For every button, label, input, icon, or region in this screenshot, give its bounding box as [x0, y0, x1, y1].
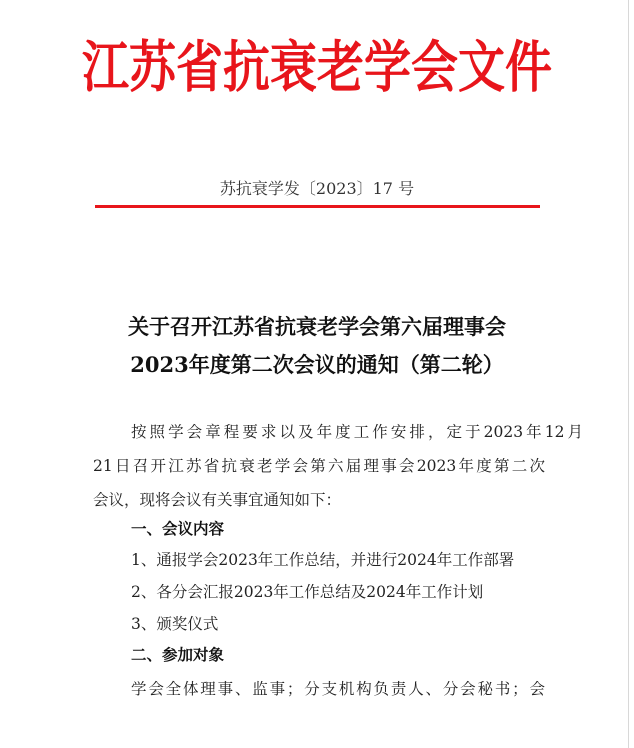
- section-2-text: 学会全体理事、监事；分支机构负责人、分会秘书；会: [131, 680, 545, 698]
- section-2-heading: 二、参加对象: [131, 645, 225, 664]
- notice-title: [0, 308, 634, 384]
- notice-title-line-2: 2023年度第二次会议的通知（第二轮）: [130, 352, 504, 377]
- red-divider-line: [95, 205, 540, 208]
- section-1-item-2: 2、各分会汇报2023年工作总结及2024年工作计划: [131, 583, 484, 601]
- document-number: 苏抗衰学发〔2023〕17 号: [219, 179, 415, 198]
- notice-title-line-1: 关于召开江苏省抗衰老学会第六届理事会: [128, 314, 506, 339]
- section-1-heading: 一、会议内容: [131, 519, 225, 538]
- document-header-title: 江苏省抗衰老学会文件: [82, 36, 552, 101]
- paragraph-1-line-3: 会议，现将会议有关事宜通知如下：: [93, 491, 342, 509]
- section-1-item-3: 3、颁奖仪式: [131, 615, 219, 633]
- paragraph-1-line-1: 按照学会章程要求以及年度工作安排，定于2023年12月: [131, 423, 583, 441]
- paragraph-1-line-2: 21日召开江苏省抗衰老学会第六届理事会2023年度第二次: [93, 457, 545, 475]
- section-1-item-1: 1、通报学会2023年工作总结，并进行2024年工作部署: [131, 551, 515, 569]
